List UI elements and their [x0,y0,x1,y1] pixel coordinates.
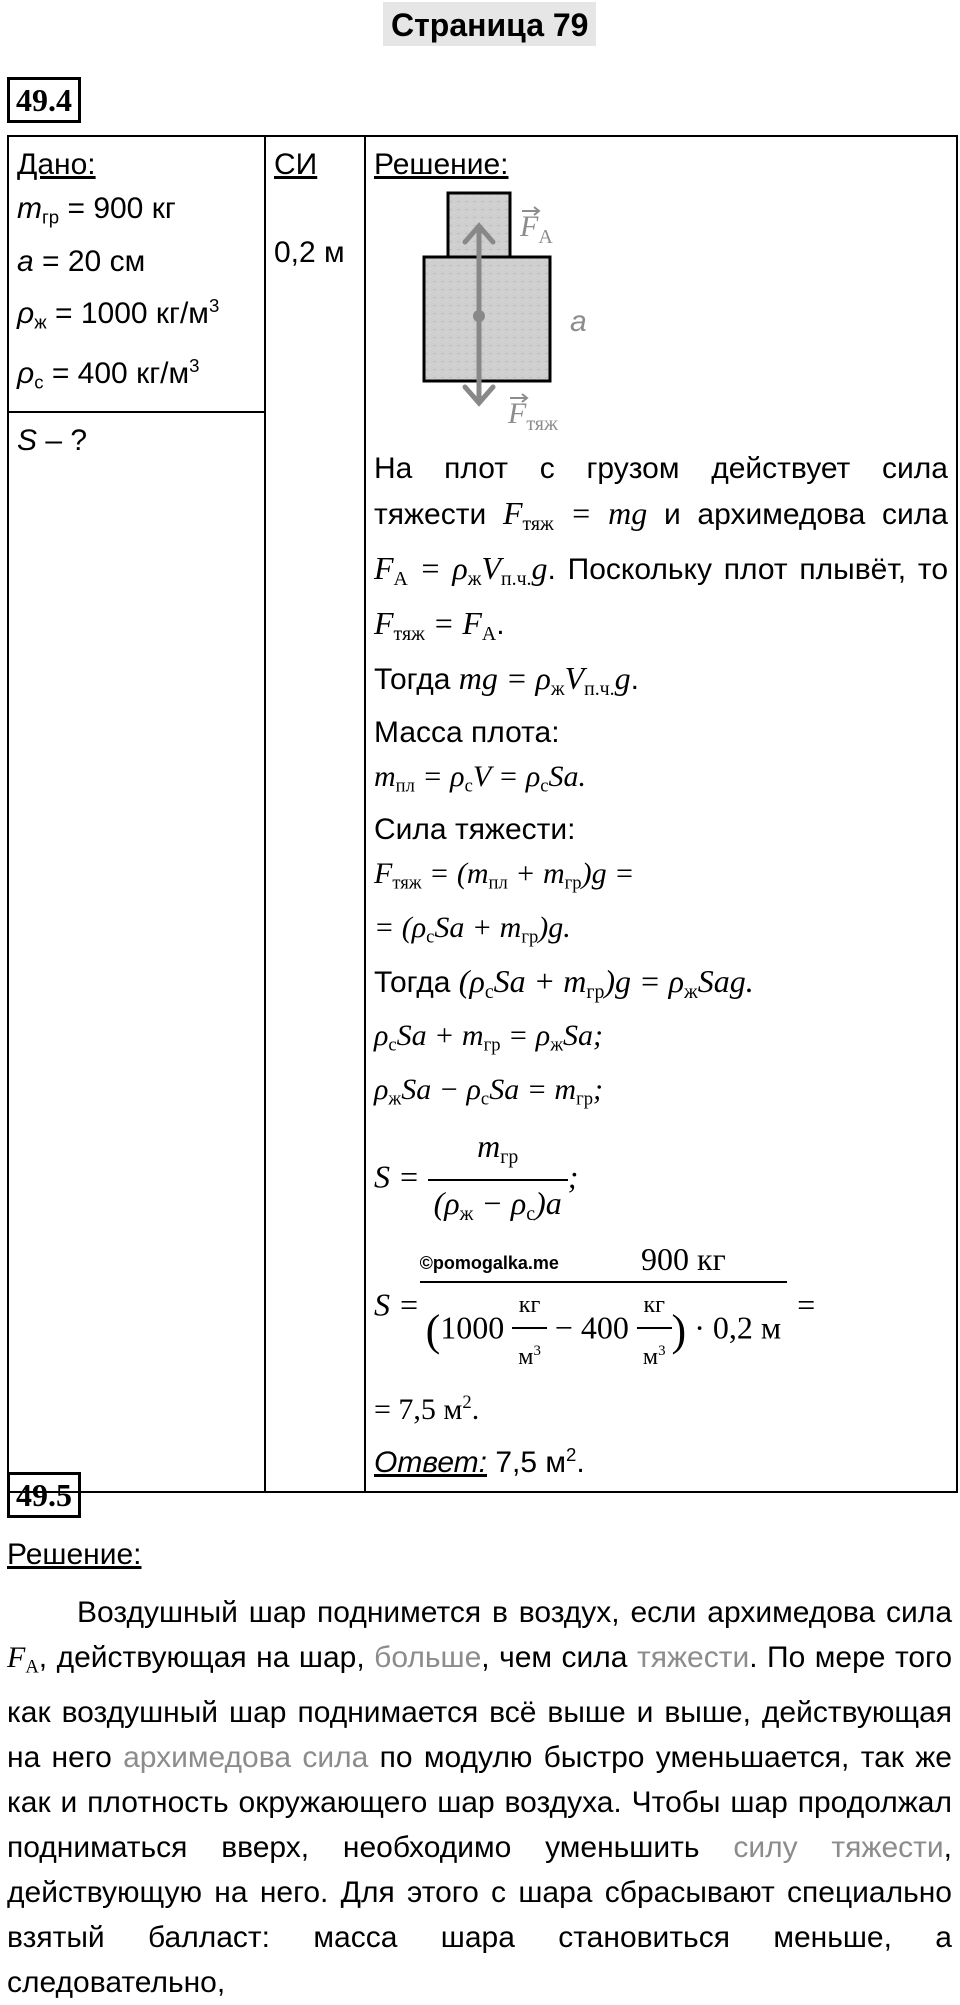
given-cell [8,136,265,412]
step-simplify-1: $\rho_сSa + m_{гр} = \rho_жSa$; [374,1019,604,1056]
fa-label: $F_А$ [520,210,553,248]
gravity-formula-2: = $(\rho_сSa + m_{гр})g$. [374,910,571,948]
given-water-density: $\rho_ж = 1000$ $кг/м^3$ [17,294,220,333]
watermark: ©pomogalka.me [419,1253,559,1274]
task2-paragraph: Воздушный шар поднимется в воздух, если архимедова сила $F_А$, действующая на шар, больше, чем сила тяжести. По мере того как воздушный шар поднимается всё выше и выше, действующая на него архимедова сила по модулю быстро уменьшается, так же как и плотность окружающего шар воздуха. Чтобы шар продолжал подниматься вверх, необходимо уменьшить силу тяжести, действующую на него. Для этого с шара сбрасывают специально взятый балласт: масса шара становиться меньше, а следовательно, [7,1596,953,1999]
given-mass: $m_{гр} = 900$ кг [17,192,176,228]
mass-label: Масса плота: [374,715,560,749]
task-number-49-4: 49.4 [7,77,81,123]
given-raft-density: $\rho_с = 400$ $кг/м^3$ [17,355,200,394]
step-balance: Тогда $(\rho_сSa + m_{гр})g = \rho_жSag$. [374,963,754,1004]
mass-formula: $m_{пл} = \rho_сV = \rho_сSa$. [374,759,587,797]
area-formula: S = $\frac{m_{гр}}{(\rho_ж - \rho_с)a}$ ; [374,1124,948,1236]
solution-paragraph: На плот с грузом действует сила тяжести $F_{тяж}$ = mg и архимедова сила $F_А = \rho_жV_{п.ч.}g$. Поскольку плот плывёт, то $F_{тяж} = F_А$. [374,452,949,645]
answer: Ответ: 7,5 $м^2$. [374,1443,585,1479]
step-simplify-2: $\rho_жSa - \rho_сSa = m_{гр}$; [374,1073,604,1110]
solution-cell [365,136,957,1492]
gravity-label: Сила тяжести: [374,813,576,847]
task-number-49-5: 49.5 [7,1472,81,1518]
center-point [473,310,485,322]
task-table [7,135,958,1493]
edge-label: a [570,305,587,338]
task2-solution-header: Решение: [7,1538,142,1571]
si-cell [265,136,365,1492]
solution-header: Решение: [374,148,509,181]
area-numeric: S = ©pomogalka.me 900 кг (1000 $\frac{кг}{м^3}$ − 400 $\frac{кг}{м^3}$ ) · 0,2 м = [374,1237,948,1379]
gravity-formula-1: $F_{тяж} = (m_{пл} + m_{гр})g$ = [374,857,635,894]
page-title: Страница 79 [383,2,596,46]
find-value: S – ? [17,424,88,458]
si-header: СИ [274,148,318,181]
find-cell [8,412,265,1492]
si-value: 0,2 м [274,236,345,269]
step-equality: Тогда mg = $\rho_жV_{п.ч.}g$. [374,659,639,700]
given-edge: a = 20 см [17,244,146,278]
area-result: = 7,5 $м^2$. [374,1392,480,1427]
raft-diagram [416,191,676,441]
given-header: Дано: [17,148,96,181]
ft-label: $F_{тяж}$ [508,397,558,435]
raft-block [424,257,550,381]
